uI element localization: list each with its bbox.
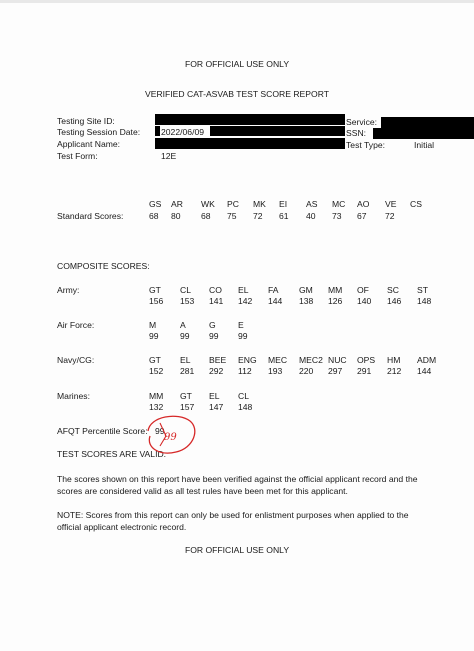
navy-value-el: 281 bbox=[180, 366, 195, 376]
standard-header-wk: WK bbox=[201, 199, 215, 209]
army-header-mm: MM bbox=[328, 285, 343, 295]
navy-label: Navy/CG: bbox=[57, 355, 95, 365]
standard-scores-label: Standard Scores: bbox=[57, 211, 124, 221]
standard-value-mc: 73 bbox=[332, 211, 342, 221]
test-form-value: 12E bbox=[161, 151, 177, 161]
standard-header-cs: CS bbox=[410, 199, 422, 209]
test-type-value: Initial bbox=[414, 140, 435, 150]
army-value-gt: 156 bbox=[149, 296, 164, 306]
navy-header-hm: HM bbox=[387, 355, 401, 365]
standard-header-pc: PC bbox=[227, 199, 239, 209]
navy-header-nuc: NUC bbox=[328, 355, 347, 365]
standard-header-ar: AR bbox=[171, 199, 183, 209]
navy-header-eng: ENG bbox=[238, 355, 257, 365]
standard-header-mk: MK bbox=[253, 199, 266, 209]
standard-value-mk: 72 bbox=[253, 211, 263, 221]
standard-value-ao: 67 bbox=[357, 211, 367, 221]
session-date-value: 2022/06/09 bbox=[161, 127, 205, 137]
army-header-of: OF bbox=[357, 285, 369, 295]
marines-value-el: 147 bbox=[209, 402, 224, 412]
navy-header-bee: BEE bbox=[209, 355, 227, 365]
standard-value-ar: 80 bbox=[171, 211, 181, 221]
composite-scores-title: COMPOSITE SCORES: bbox=[57, 261, 150, 271]
standard-value-ve: 72 bbox=[385, 211, 395, 221]
report-title: VERIFIED CAT-ASVAB TEST SCORE REPORT bbox=[144, 89, 329, 99]
standard-header-gs: GS bbox=[149, 199, 162, 209]
valid-statement: TEST SCORES ARE VALID. bbox=[57, 449, 167, 459]
airforce-value-e: 99 bbox=[238, 331, 248, 341]
note-line-1: NOTE: Scores from this report can only be used for enlistment purposes when applied to the bbox=[57, 510, 409, 520]
navy-value-mec: 193 bbox=[268, 366, 283, 376]
test-type-label: Test Type: bbox=[346, 140, 386, 150]
service-label: Service: bbox=[346, 117, 378, 127]
army-value-sc: 146 bbox=[387, 296, 402, 306]
navy-header-gt: GT bbox=[149, 355, 161, 365]
airforce-label: Air Force: bbox=[57, 320, 95, 330]
army-value-fa: 144 bbox=[268, 296, 283, 306]
navy-value-hm: 212 bbox=[387, 366, 402, 376]
afqt-label: AFQT Percentile Score: bbox=[57, 426, 148, 436]
navy-value-ops: 291 bbox=[357, 366, 372, 376]
verification-line-2: scores are considered valid as all test rules have been met for this applicant. bbox=[57, 486, 348, 496]
marines-value-gt: 157 bbox=[180, 402, 195, 412]
navy-header-mec: MEC bbox=[268, 355, 288, 365]
test-form-label: Test Form: bbox=[57, 151, 98, 161]
airforce-header-e: E bbox=[238, 320, 244, 330]
navy-header-mec2: MEC2 bbox=[299, 355, 323, 365]
ssn-label: SSN: bbox=[346, 128, 367, 138]
standard-value-gs: 68 bbox=[149, 211, 159, 221]
army-label: Army: bbox=[57, 285, 80, 295]
marines-value-cl: 148 bbox=[238, 402, 253, 412]
army-header-cl: CL bbox=[180, 285, 191, 295]
army-value-co: 141 bbox=[209, 296, 224, 306]
army-value-mm: 126 bbox=[328, 296, 343, 306]
standard-value-ei: 61 bbox=[279, 211, 289, 221]
army-value-cl: 153 bbox=[180, 296, 195, 306]
airforce-header-m: M bbox=[149, 320, 157, 330]
standard-header-mc: MC bbox=[332, 199, 346, 209]
testing-site-label: Testing Site ID: bbox=[57, 116, 115, 126]
note-line-2: official applicant electronic record. bbox=[57, 522, 187, 532]
handwritten-score: 99 bbox=[164, 432, 177, 443]
marines-header-el: EL bbox=[209, 391, 220, 401]
army-header-sc: SC bbox=[387, 285, 399, 295]
navy-value-mec2: 220 bbox=[299, 366, 314, 376]
navy-header-ops: OPS bbox=[357, 355, 376, 365]
army-header-gm: GM bbox=[299, 285, 313, 295]
airforce-value-a: 99 bbox=[180, 331, 190, 341]
army-header-st: ST bbox=[417, 285, 428, 295]
navy-header-adm: ADM bbox=[417, 355, 437, 365]
afqt-value: 99 bbox=[155, 426, 165, 436]
standard-value-pc: 75 bbox=[227, 211, 237, 221]
army-value-of: 140 bbox=[357, 296, 372, 306]
standard-header-ao: AO bbox=[357, 199, 370, 209]
footer-banner: FOR OFFICIAL USE ONLY bbox=[184, 545, 290, 555]
airforce-value-g: 99 bbox=[209, 331, 219, 341]
army-header-fa: FA bbox=[268, 285, 279, 295]
army-header-co: CO bbox=[209, 285, 222, 295]
airforce-value-m: 99 bbox=[149, 331, 159, 341]
army-value-st: 148 bbox=[417, 296, 432, 306]
navy-value-bee: 292 bbox=[209, 366, 224, 376]
army-header-gt: GT bbox=[149, 285, 161, 295]
standard-header-ve: VE bbox=[385, 199, 397, 209]
marines-header-gt: GT bbox=[180, 391, 192, 401]
army-header-el: EL bbox=[238, 285, 249, 295]
army-value-el: 142 bbox=[238, 296, 253, 306]
verification-line-1: The scores shown on this report have been verified against the official applicant record and the bbox=[57, 474, 418, 484]
header-banner: FOR OFFICIAL USE ONLY bbox=[184, 59, 290, 69]
standard-header-ei: EI bbox=[279, 199, 288, 209]
navy-value-adm: 144 bbox=[417, 366, 432, 376]
session-date-label: Testing Session Date: bbox=[57, 127, 141, 137]
marines-header-cl: CL bbox=[238, 391, 249, 401]
marines-label: Marines: bbox=[57, 391, 90, 401]
standard-header-as: AS bbox=[306, 199, 318, 209]
applicant-name-label: Applicant Name: bbox=[57, 139, 121, 149]
navy-header-el: EL bbox=[180, 355, 191, 365]
airforce-header-g: G bbox=[209, 320, 216, 330]
navy-value-gt: 152 bbox=[149, 366, 164, 376]
airforce-header-a: A bbox=[180, 320, 186, 330]
army-value-gm: 138 bbox=[299, 296, 314, 306]
standard-value-as: 40 bbox=[306, 211, 316, 221]
navy-value-nuc: 297 bbox=[328, 366, 343, 376]
marines-header-mm: MM bbox=[149, 391, 164, 401]
navy-value-eng: 112 bbox=[238, 366, 252, 376]
standard-value-wk: 68 bbox=[201, 211, 211, 221]
marines-value-mm: 132 bbox=[149, 402, 164, 412]
